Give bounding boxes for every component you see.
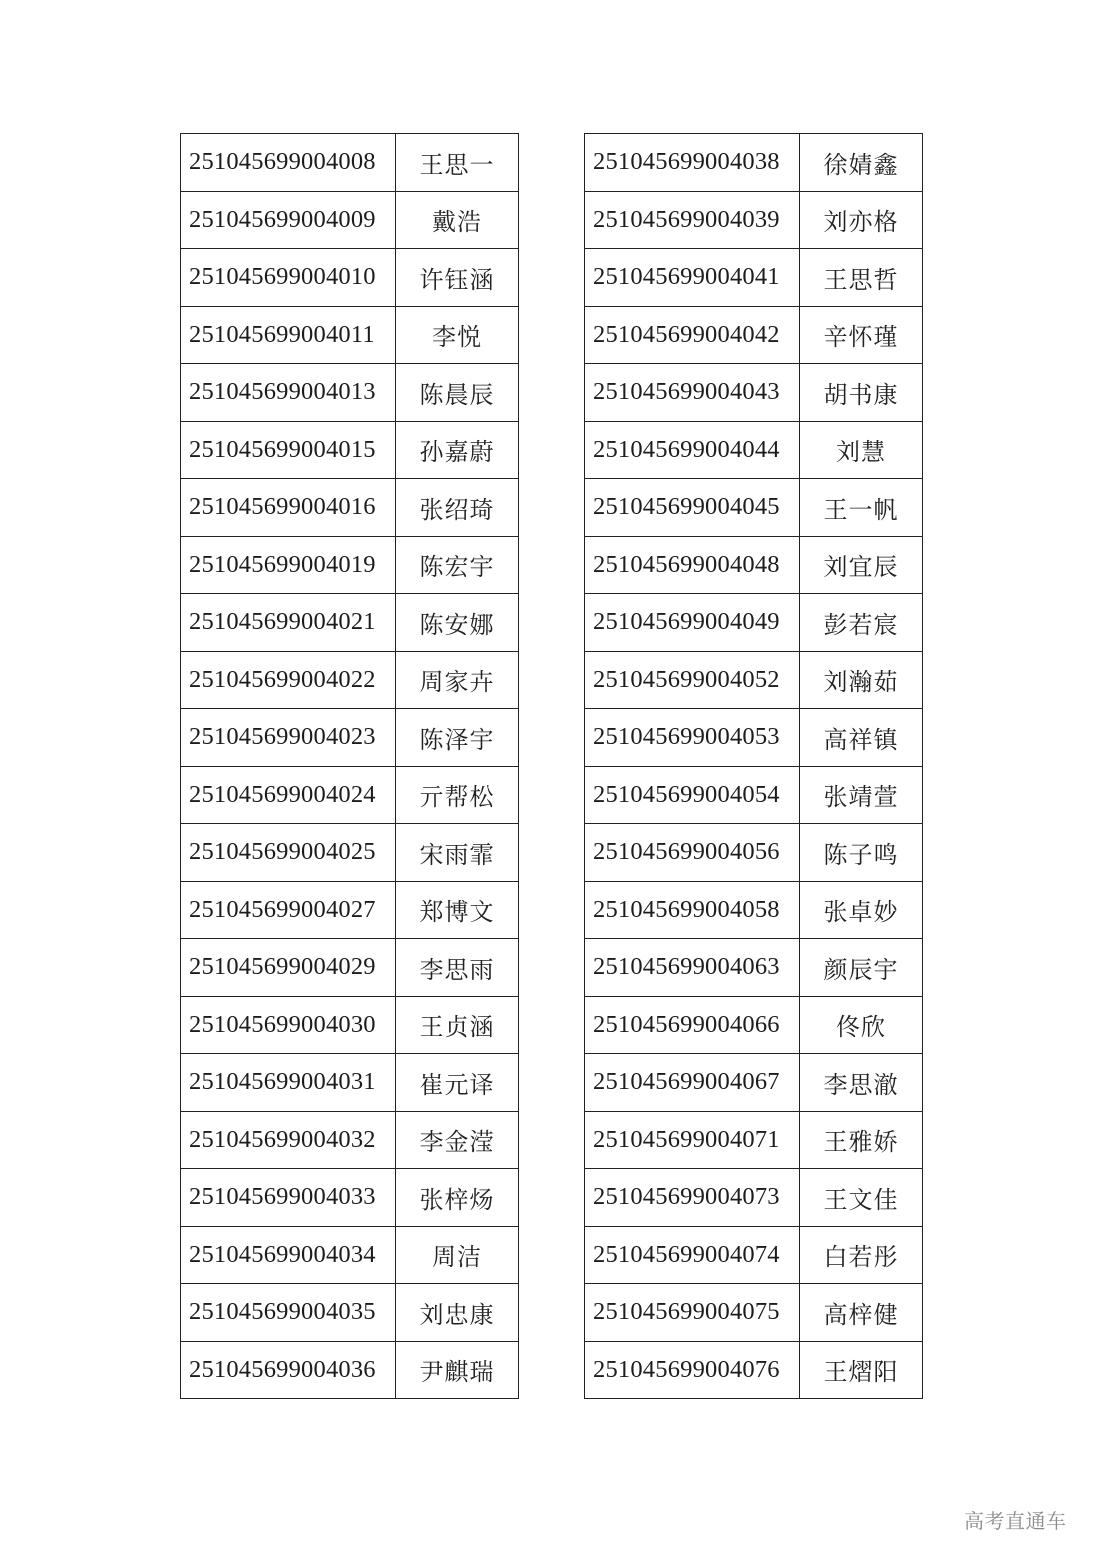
candidate-id-cell: 251045699004025 [181,824,396,882]
candidate-id-cell: 251045699004022 [181,651,396,709]
table-row [585,939,923,997]
table-row [585,306,923,364]
candidate-id-cell: 251045699004029 [181,939,396,997]
candidate-name-cell: 陈晨辰 [396,364,519,422]
table-row [181,134,519,192]
table-row [181,939,519,997]
candidate-id-cell: 251045699004034 [181,1226,396,1284]
candidate-name-cell: 陈安娜 [396,594,519,652]
table-row [585,1111,923,1169]
candidate-id-cell: 251045699004011 [181,306,396,364]
table-row [585,881,923,939]
candidate-id-cell: 251045699004044 [585,421,800,479]
candidate-name-cell: 张绍琦 [396,479,519,537]
candidate-id-cell: 251045699004048 [585,536,800,594]
roster-body-left [181,134,519,1399]
table-row [181,1169,519,1227]
candidate-id-cell: 251045699004063 [585,939,800,997]
candidate-name-cell: 王雅娇 [800,1111,923,1169]
candidate-name-cell: 王贞涵 [396,996,519,1054]
candidate-name-cell: 胡书康 [800,364,923,422]
candidate-name-cell: 高梓健 [800,1284,923,1342]
candidate-name-cell: 刘慧 [800,421,923,479]
candidate-name-cell: 宋雨霏 [396,824,519,882]
candidate-name-cell: 刘瀚茹 [800,651,923,709]
table-row [181,881,519,939]
table-row [585,594,923,652]
table-row [585,1341,923,1399]
candidate-id-cell: 251045699004009 [181,191,396,249]
table-row [181,1284,519,1342]
roster-body-right [585,134,923,1399]
candidate-id-cell: 251045699004027 [181,881,396,939]
roster-table-right [584,133,923,1399]
candidate-name-cell: 张靖萱 [800,766,923,824]
candidate-name-cell: 亓帮松 [396,766,519,824]
candidate-name-cell: 佟欣 [800,996,923,1054]
table-row [585,824,923,882]
table-row [181,421,519,479]
table-row [181,536,519,594]
table-row [585,996,923,1054]
table-row [585,191,923,249]
table-row [181,996,519,1054]
candidate-id-cell: 251045699004075 [585,1284,800,1342]
candidate-name-cell: 王文佳 [800,1169,923,1227]
candidate-name-cell: 白若彤 [800,1226,923,1284]
candidate-id-cell: 251045699004013 [181,364,396,422]
candidate-name-cell: 崔元译 [396,1054,519,1112]
table-row [181,249,519,307]
table-row [181,306,519,364]
candidate-id-cell: 251045699004054 [585,766,800,824]
table-row [181,1226,519,1284]
candidate-id-cell: 251045699004019 [181,536,396,594]
candidate-id-cell: 251045699004042 [585,306,800,364]
candidate-name-cell: 李思澈 [800,1054,923,1112]
table-row [585,421,923,479]
candidate-id-cell: 251045699004032 [181,1111,396,1169]
candidate-id-cell: 251045699004043 [585,364,800,422]
candidate-name-cell: 郑博文 [396,881,519,939]
candidate-id-cell: 251045699004073 [585,1169,800,1227]
table-row [181,766,519,824]
roster-table-left [180,133,519,1399]
candidate-name-cell: 陈泽宇 [396,709,519,767]
table-row [181,364,519,422]
table-row [585,1226,923,1284]
candidate-id-cell: 251045699004074 [585,1226,800,1284]
candidate-name-cell: 王思哲 [800,249,923,307]
candidate-id-cell: 251045699004041 [585,249,800,307]
candidate-id-cell: 251045699004015 [181,421,396,479]
candidate-id-cell: 251045699004024 [181,766,396,824]
candidate-name-cell: 颜辰宇 [800,939,923,997]
candidate-name-cell: 辛怀瑾 [800,306,923,364]
candidate-name-cell: 徐婧鑫 [800,134,923,192]
candidate-name-cell: 李思雨 [396,939,519,997]
candidate-name-cell: 刘亦格 [800,191,923,249]
watermark-text: 高考直通车 [964,1509,1067,1533]
candidate-name-cell: 李金滢 [396,1111,519,1169]
candidate-id-cell: 251045699004008 [181,134,396,192]
candidate-name-cell: 王思一 [396,134,519,192]
table-row [181,1341,519,1399]
candidate-id-cell: 251045699004049 [585,594,800,652]
table-row [585,1054,923,1112]
candidate-name-cell: 陈子鸣 [800,824,923,882]
candidate-name-cell: 高祥镇 [800,709,923,767]
table-row [585,766,923,824]
candidate-id-cell: 251045699004038 [585,134,800,192]
table-row [585,1284,923,1342]
candidate-name-cell: 孙嘉蔚 [396,421,519,479]
candidate-name-cell: 陈宏宇 [396,536,519,594]
candidate-id-cell: 251045699004066 [585,996,800,1054]
table-row [585,1169,923,1227]
table-row [181,1054,519,1112]
candidate-id-cell: 251045699004067 [585,1054,800,1112]
candidate-id-cell: 251045699004010 [181,249,396,307]
candidate-name-cell: 尹麒瑞 [396,1341,519,1399]
candidate-name-cell: 李悦 [396,306,519,364]
candidate-name-cell: 周洁 [396,1226,519,1284]
candidate-id-cell: 251045699004035 [181,1284,396,1342]
candidate-id-cell: 251045699004021 [181,594,396,652]
candidate-id-cell: 251045699004053 [585,709,800,767]
candidate-id-cell: 251045699004030 [181,996,396,1054]
candidate-id-cell: 251045699004076 [585,1341,800,1399]
candidate-name-cell: 周家卉 [396,651,519,709]
candidate-id-cell: 251045699004056 [585,824,800,882]
candidate-id-cell: 251045699004052 [585,651,800,709]
table-row [181,479,519,537]
table-row [181,594,519,652]
table-row [181,191,519,249]
candidate-name-cell: 张卓妙 [800,881,923,939]
candidate-name-cell: 许钰涵 [396,249,519,307]
table-row [585,364,923,422]
candidate-id-cell: 251045699004071 [585,1111,800,1169]
table-row [585,479,923,537]
candidate-id-cell: 251045699004058 [585,881,800,939]
table-row [181,824,519,882]
table-row [585,536,923,594]
candidate-id-cell: 251045699004033 [181,1169,396,1227]
candidate-id-cell: 251045699004016 [181,479,396,537]
candidate-name-cell: 刘忠康 [396,1284,519,1342]
candidate-id-cell: 251045699004045 [585,479,800,537]
candidate-name-cell: 王一帆 [800,479,923,537]
candidate-id-cell: 251045699004039 [585,191,800,249]
candidate-name-cell: 彭若宸 [800,594,923,652]
table-row [181,709,519,767]
candidate-id-cell: 251045699004036 [181,1341,396,1399]
candidate-name-cell: 王熠阳 [800,1341,923,1399]
table-row [585,249,923,307]
candidate-name-cell: 张梓炀 [396,1169,519,1227]
table-row [585,651,923,709]
candidate-id-cell: 251045699004031 [181,1054,396,1112]
table-row [181,1111,519,1169]
candidate-id-cell: 251045699004023 [181,709,396,767]
table-row [585,134,923,192]
table-row [585,709,923,767]
candidate-name-cell: 戴浩 [396,191,519,249]
candidate-name-cell: 刘宜辰 [800,536,923,594]
table-row [181,651,519,709]
